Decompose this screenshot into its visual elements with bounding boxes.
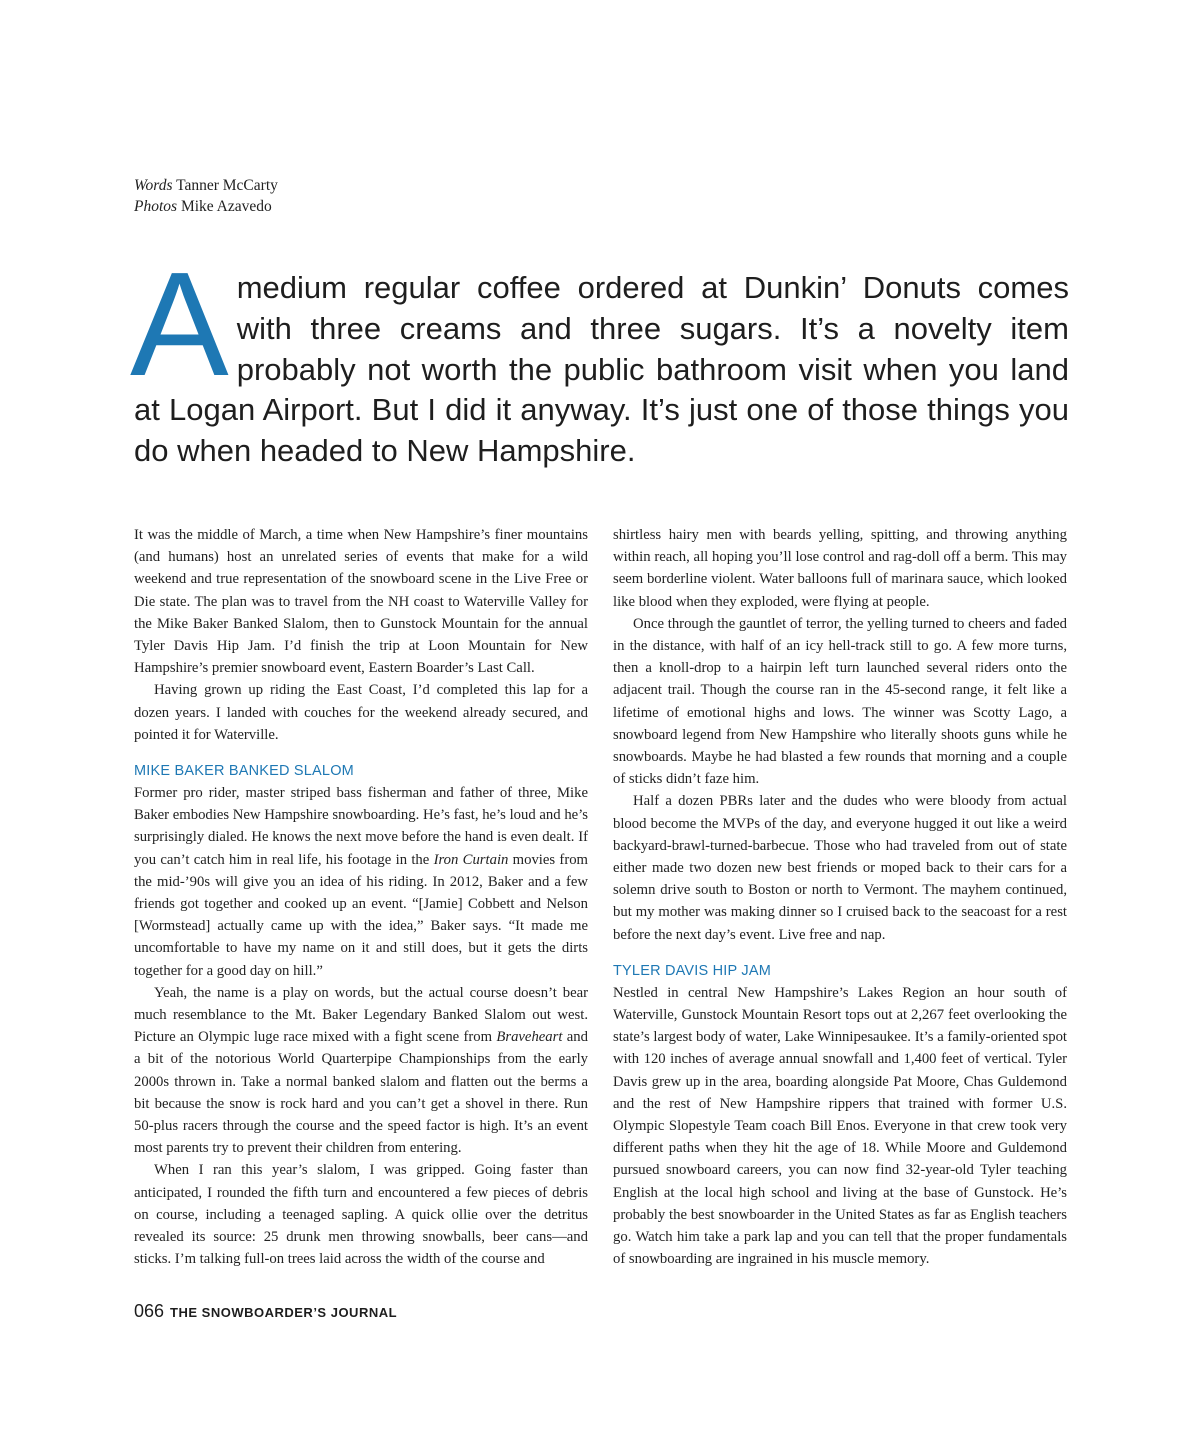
author-name: Tanner McCarty [176, 177, 278, 194]
right-column [613, 524, 1067, 1271]
left-column [134, 524, 588, 1271]
text-run: Yeah, the name is a play on words, but the actual course doesn’t bear much resemblance to the Mt. Baker Legendary Banked Slalom out west. Picture an Olympic luge race mixed with a fight scene from [134, 984, 588, 1046]
text-run: movies from the mid-’90s will give you an idea of his riding. In 2012, Baker and a few friends got together and cooked up an event. “[Jamie] Cobbett and Nelson [Wormstead] actually came up with the idea,” Baker says. “It made me uncomfortable to have my name on it and still does, but it gets the dirts together for a good day on hill.” [134, 851, 588, 979]
text-run: and a bit of the notorious World Quarterpipe Championships from the early 2000s thrown in. Take a normal banked slalom and flatten out the berms a bit because the snow is rock hard and you can’t get a shovel in there. Run 50-plus racers through the course and the speed factor is high. It’s an event most parents try to prevent their children from entering. [134, 1029, 588, 1157]
lede-paragraph [130, 242, 1069, 472]
body-paragraph: Having grown up riding the East Coast, I’d completed this lap for a dozen years. I landed with couches for the weekend already secured, and pointed it for Waterville. [134, 682, 588, 743]
drop-cap: A [130, 242, 229, 407]
photos-label: Photos [134, 198, 178, 215]
body-paragraph [134, 782, 588, 982]
words-credit [134, 175, 278, 196]
words-label: Words [134, 177, 173, 194]
body-paragraph: shirtless hairy men with beards yelling, spitting, and throwing anything within reach, all hoping you’ll lose control and rag-doll off a berm. This may seem borderline violent. Water balloons full of marinara sauce, which looked like blood when they exploded, were flying at people. [613, 527, 1067, 610]
section-heading-tyler-davis: TYLER DAVIS HIP JAM [613, 962, 771, 979]
page-number: 066 [134, 1301, 165, 1321]
photographer-name: Mike Azavedo [180, 198, 272, 215]
film-title: Iron Curtain [433, 851, 509, 868]
lede-text: medium regular coffee ordered at Dunkin’ Donuts comes with three creams and three sugars. It’s a novelty item probably not worth the public bathroom visit when you land at Logan Airport. But I did it anyway. It’s just one of those things you do when headed to New Hampshire. [134, 270, 1069, 469]
credits [134, 175, 278, 217]
body-paragraph: When I ran this year’s slalom, I was gripped. Going faster than anticipated, I rounded the fifth turn and encountered a few pieces of debris on course, including a teenaged sapling. A quick ollie over the detritus revealed its source: 25 drunk men throwing snowballs, beer cans—and sticks. I’m talking full-on trees laid across the width of the course and [134, 1162, 588, 1268]
body-paragraph: Half a dozen PBRs later and the dudes who were bloody from actual blood become the MVPs of the day, and everyone hugged it out like a weird backyard-brawl-turned-barbecue. Those who had traveled from out of state either made two dozen new best friends or moped back to their cars for a solemn drive south to Boston or north to Vermont. The mayhem continued, but my mother was making dinner so I cruised back to the seacoast for a rest before the next day’s event. Live free and nap. [613, 793, 1067, 943]
body-paragraph: Nestled in central New Hampshire’s Lakes Region an hour south of Waterville, Gunstock Mountain Resort tops out at 2,267 feet overlooking the state’s largest body of water, Lake Winnipesaukee. It’s a family-oriented spot with 120 inches of average annual snowfall and 1,400 feet of vertical. Tyler Davis grew up in the area, boarding alongside Pat Moore, Chas Guldemond and the rest of New Hampshire rippers that trained with former U.S. Olympic Slopestyle Team coach Bill Enos. Everyone in that crew took very different paths when they hit the age of 18. While Moore and Guldemond pursued snowboard careers, you can now find 32-year-old Tyler teaching English at the local high school and living at the base of Gunstock. He’s probably the best snowboarder in the United States as far as English teachers go. Watch him take a park lap and you can tell that the proper fundamentals of snowboarding are ingrained in his muscle memory. [613, 984, 1067, 1268]
section-heading-mike-baker: MIKE BAKER BANKED SLALOM [134, 763, 354, 780]
page-footer [134, 1301, 397, 1322]
body-paragraph: It was the middle of March, a time when New Hampshire’s finer mountains (and humans) host an unrelated series of events that make for a wild weekend and true representation of the snowboard scene in the Live Free or Die state. The plan was to travel from the NH coast to Waterville Valley for the Mike Baker Banked Slalom, then to Gunstock Mountain for the annual Tyler Davis Hip Jam. I’d finish the trip at Loon Mountain for New Hampshire’s premier snowboard event, Eastern Boarder’s Last Call. [134, 527, 588, 677]
film-title: Braveheart [496, 1029, 563, 1046]
body-paragraph: Once through the gauntlet of terror, the yelling turned to cheers and faded in the distance, with half of an icy hell-track still to go. A few more turns, then a knoll-drop to a hairpin left turn launched several riders onto the adjacent trail. Though the course ran in the 45-second range, it felt like a lifetime of emotional highs and lows. The winner was Scotty Lago, a snowboard legend from New Hampshire who literally shoots guns while he snowboards. Maybe he had blasted a few rounds that morning and a couple of sticks didn’t faze him. [613, 615, 1067, 788]
text-run: Former pro rider, master striped bass fisherman and father of three, Mike Baker embodies New Hampshire snowboarding. He’s fast, he’s loud and he’s surprisingly dialed. He knows the next move before the hand is even dealt. If you can’t catch him in real life, his footage in the [134, 785, 588, 868]
photos-credit [134, 196, 278, 217]
publication-name: THE SNOWBOARDER’S JOURNAL [170, 1305, 398, 1320]
body-paragraph [134, 982, 588, 1160]
